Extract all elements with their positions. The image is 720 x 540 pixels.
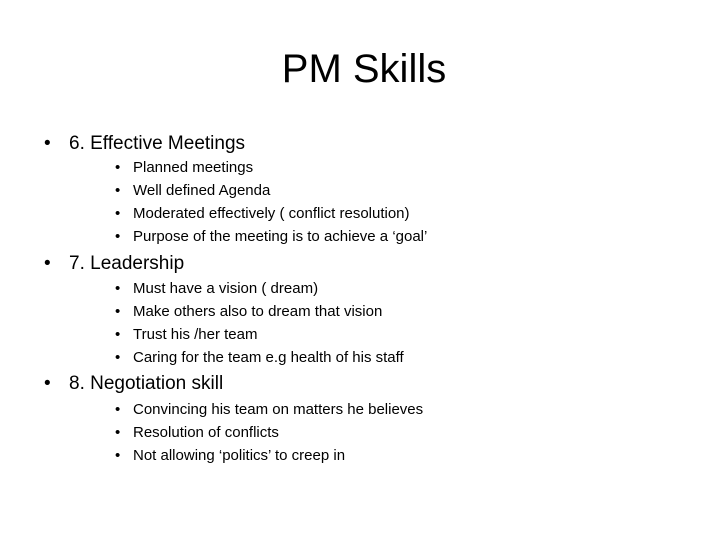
list-item [115, 204, 410, 224]
list-item-label: Planned meetings [133, 159, 254, 176]
list-item-label: Well defined Agenda [133, 182, 271, 199]
bullet-icon: • [115, 326, 121, 343]
list-item-label: Caring for the team e.g health of his staff [133, 349, 404, 366]
bullet-icon: • [44, 253, 51, 274]
bullet-icon: • [44, 133, 51, 154]
bullet-icon: • [115, 228, 121, 245]
list-item-label: Convincing his team on matters he believes [133, 401, 424, 418]
bullet-icon: • [115, 280, 121, 297]
bullet-icon: • [115, 349, 121, 366]
section-heading-negotiation-skill [44, 372, 223, 396]
list-item-label: Resolution of conflicts [133, 424, 279, 441]
list-item-label: Must have a vision ( dream) [133, 280, 319, 297]
section-heading-label: 7. Leadership [69, 253, 185, 274]
slide-title: PM Skills [281, 47, 447, 91]
bullet-icon: • [115, 205, 121, 222]
list-item [115, 325, 257, 345]
list-item-label: Make others also to dream that vision [133, 303, 383, 320]
section-heading-leadership [44, 252, 184, 276]
bullet-icon: • [115, 303, 121, 320]
list-item [115, 181, 270, 201]
list-item [115, 302, 382, 322]
bullet-icon: • [115, 447, 121, 464]
bullet-icon: • [115, 401, 121, 418]
list-item [115, 423, 279, 443]
list-item-label: Trust his /her team [133, 326, 258, 343]
list-item [115, 446, 345, 466]
list-item [115, 227, 427, 247]
list-item [115, 158, 253, 178]
list-item-label: Purpose of the meeting is to achieve a ‘goal’ [133, 228, 428, 245]
section-heading-label: 8. Negotiation skill [69, 373, 224, 394]
bullet-icon: • [115, 182, 121, 199]
bullet-icon: • [44, 373, 51, 394]
list-item [115, 348, 404, 368]
section-heading-label: 6. Effective Meetings [69, 133, 246, 154]
list-item-label: Not allowing ‘politics’ to creep in [133, 447, 346, 464]
section-heading-effective-meetings [44, 132, 245, 156]
list-item [115, 279, 318, 299]
list-item-label: Moderated effectively ( conflict resolution) [133, 205, 410, 222]
bullet-icon: • [115, 159, 121, 176]
list-item [115, 400, 423, 420]
bullet-icon: • [115, 424, 121, 441]
